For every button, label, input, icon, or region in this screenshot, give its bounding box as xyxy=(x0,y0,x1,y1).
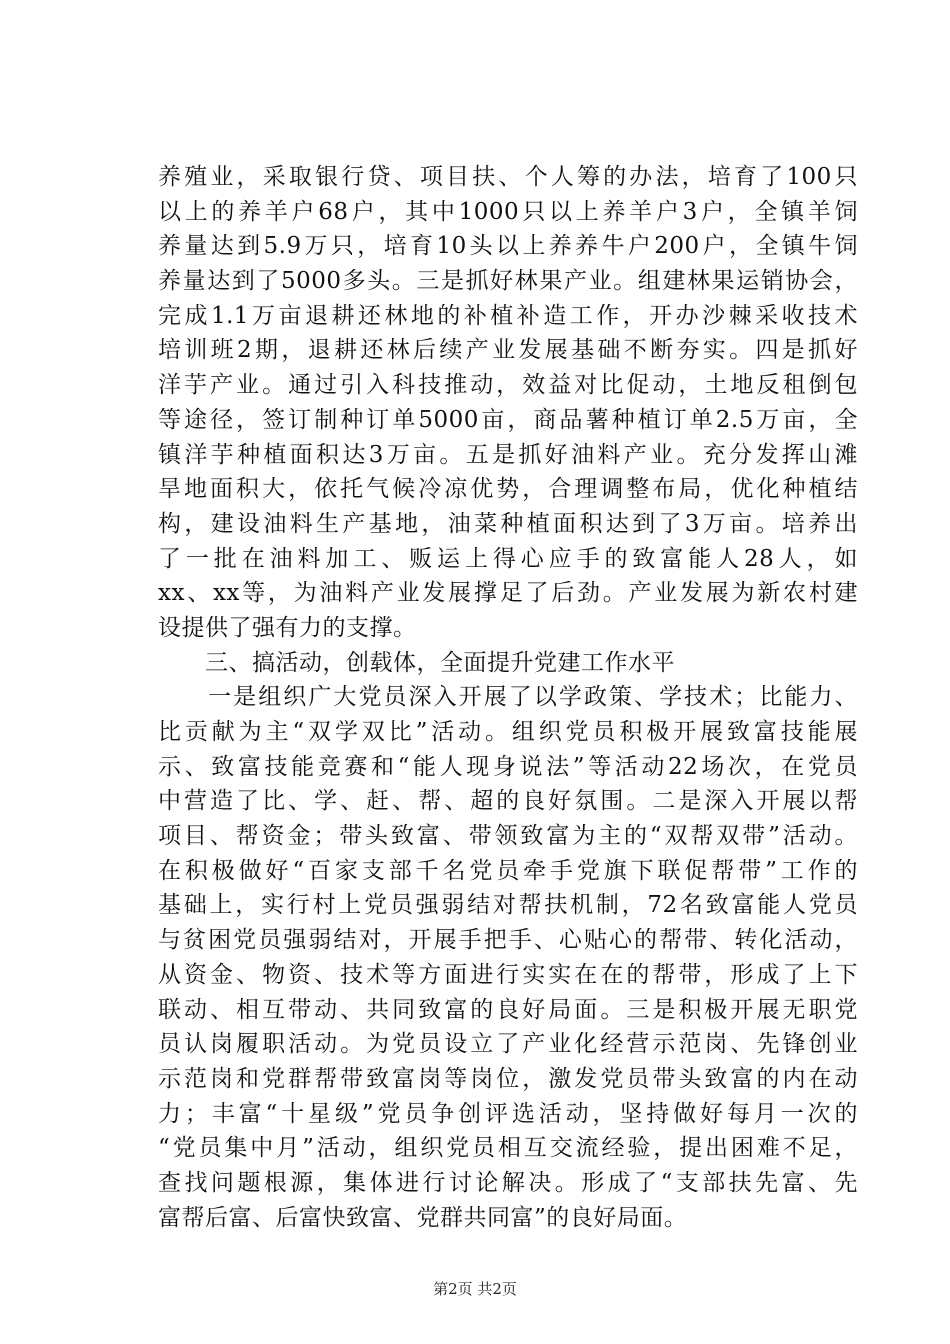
text-line: 养量达到了5000多头。三是抓好林果产业。组建林果运销协会， xyxy=(158,268,858,295)
text-line: 镇洋芋种植面积达3万亩。五是抓好油料产业。充分发挥山滩 xyxy=(158,441,858,468)
text-line: 养殖业，采取银行贷、项目扶、个人筹的办法，培育了100只 xyxy=(158,164,858,190)
text-line: 员认岗履职活动。为党员设立了产业化经营示范岗、先锋创业 xyxy=(158,1031,858,1058)
text-line: 等途径，签订制种订单5000亩，商品薯种植订单2.5万亩，全 xyxy=(158,406,858,433)
text-line: 基础上，实行村上党员强弱结对帮扶机制，72名致富能人党员 xyxy=(158,892,858,919)
text-line: 洋芋产业。通过引入科技推动，效益对比促动，土地反租倒包 xyxy=(158,372,858,399)
text-line: 了一批在油料加工、贩运上得心应手的致富能人28人，如 xyxy=(158,545,858,572)
text-line: 培训班2期，退耕还林后续产业发展基础不断夯实。四是抓好 xyxy=(158,337,858,364)
text-line: 设提供了强有力的支撑。 xyxy=(158,614,417,641)
text-line: 养量达到5.9万只，培育10头以上养养牛户200户，全镇牛饲 xyxy=(158,233,858,260)
text-line: 力；丰富“十星级”党员争创评选活动，坚持做好每月一次的 xyxy=(158,1100,858,1127)
text-line: 完成1.1万亩退耕还林地的补植补造工作，开办沙棘采收技术 xyxy=(158,302,858,329)
text-line: 从资金、物资、技术等方面进行实实在在的帮带，形成了上下 xyxy=(158,961,858,988)
text-line: xx、xx等，为油料产业发展撑足了后劲。产业发展为新农村建 xyxy=(158,580,858,607)
section-heading: 三、搞活动，创载体，全面提升党建工作水平 xyxy=(158,649,675,676)
text-line: 旱地面积大，依托气候冷凉优势，合理调整布局，优化种植结 xyxy=(158,476,858,503)
text-line: 中营造了比、学、赶、帮、超的良好氛围。二是深入开展以帮 xyxy=(158,788,858,815)
text-line: 示范岗和党群帮带致富岗等岗位，激发党员带头致富的内在动 xyxy=(158,1065,858,1092)
text-line: 在积极做好“百家支部千名党员牵手党旗下联促帮带”工作的 xyxy=(158,857,858,884)
text-line: 比贡献为主“双学双比”活动。组织党员积极开展致富技能展 xyxy=(158,719,858,745)
text-line: 项目、帮资金；带头致富、带领致富为主的“双帮双带”活动。 xyxy=(158,823,858,850)
text-line: 以上的养羊户68户，其中1000只以上养羊户3户，全镇羊饲 xyxy=(158,198,858,225)
text-line: 构，建设油料生产基地，油菜种植面积达到了3万亩。培养出 xyxy=(158,510,858,537)
text-line: 一是组织广大党员深入开展了以学政策、学技术；比能力、 xyxy=(158,684,858,711)
text-line: 示、致富技能竞赛和“能人现身说法”等活动22场次，在党员 xyxy=(158,753,858,780)
page-number-footer: 第2页 共2页 xyxy=(433,1280,517,1298)
text-line: “党员集中月”活动，组织党员相互交流经验，提出困难不足， xyxy=(158,1135,858,1162)
text-line: 查找问题根源，集体进行讨论解决。形成了“支部扶先富、先 xyxy=(158,1169,858,1196)
text-line: 富帮后富、后富快致富、党群共同富”的良好局面。 xyxy=(158,1204,688,1231)
text-line: 联动、相互带动、共同致富的良好局面。三是积极开展无职党 xyxy=(158,996,858,1023)
body-text xyxy=(158,160,858,1235)
text-line: 与贫困党员强弱结对，开展手把手、心贴心的帮带、转化活动， xyxy=(158,927,858,954)
